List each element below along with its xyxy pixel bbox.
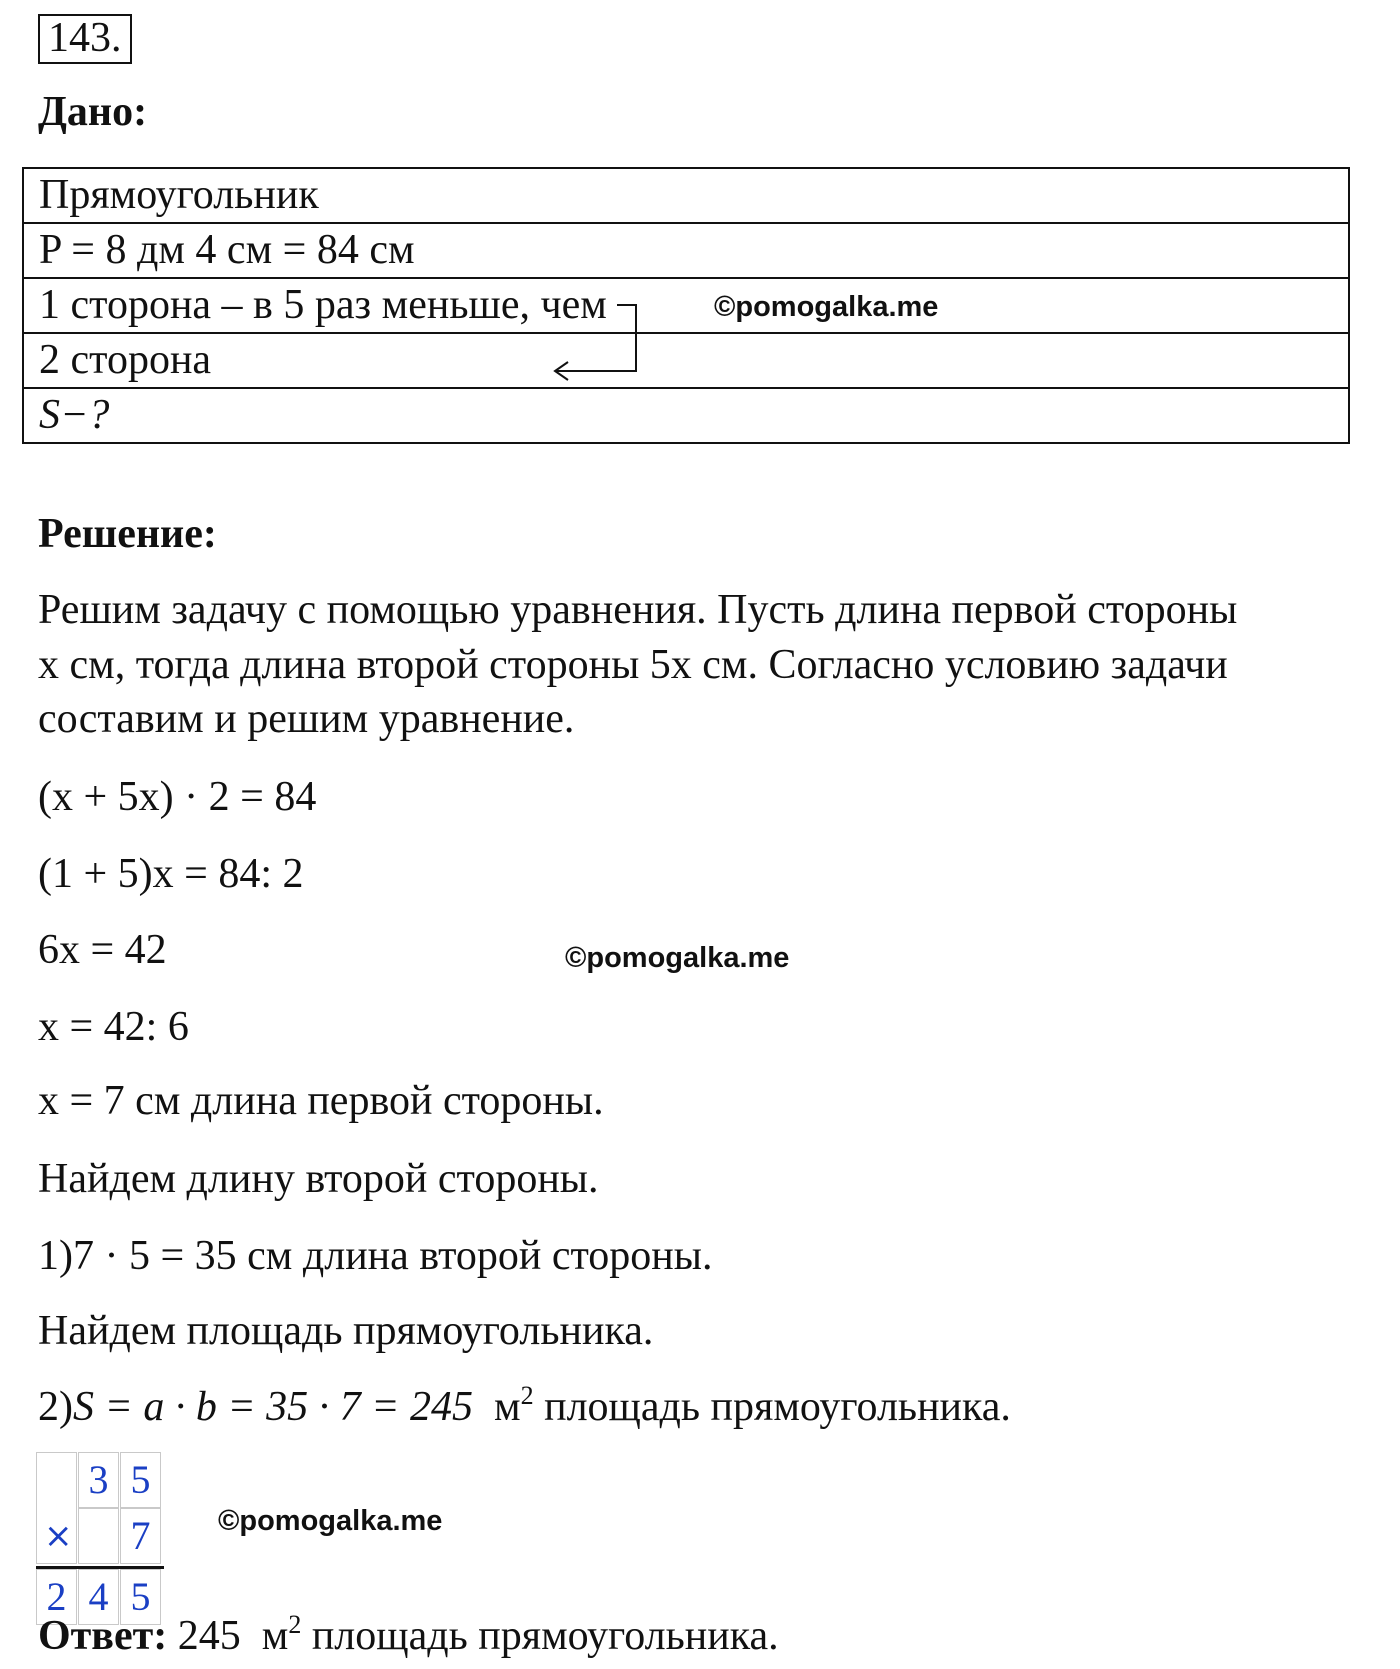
step2-unit: м — [494, 1384, 521, 1430]
digit-cell: 3 — [78, 1452, 119, 1508]
answer-unit: м — [261, 1613, 289, 1659]
given-row-text: 2 сторона — [39, 337, 212, 383]
digit-cell: 5 — [120, 1452, 161, 1508]
equation: x = 42: 6 — [38, 1004, 189, 1050]
step1-intro: Найдем длину второй стороны. — [38, 1156, 599, 1202]
watermark: ©pomogalka.me — [218, 1505, 443, 1537]
digit-cell: 4 — [78, 1569, 119, 1625]
given-row-text: 1 сторона – в 5 раз меньше, чем — [39, 282, 607, 328]
digit-cell: 2 — [36, 1569, 77, 1625]
equation: (1 + 5)x = 84: 2 — [38, 851, 304, 897]
given-row-text: S−? — [39, 392, 110, 438]
equation: x = 7 см длина первой стороны. — [38, 1078, 604, 1124]
intro-line: составим и решим уравнение. — [38, 696, 575, 742]
digit-cell — [78, 1508, 119, 1564]
digit-cell: 5 — [120, 1569, 161, 1625]
digit-cell: 7 — [120, 1508, 161, 1564]
answer-label: Ответ: — [38, 1613, 168, 1659]
given-heading: Дано: — [38, 89, 148, 135]
answer-value: 245 — [177, 1613, 241, 1659]
answer-suffix: площадь прямоугольника. — [311, 1613, 779, 1659]
multiply-sign-icon: × — [44, 1516, 73, 1556]
comparison-arrow-icon — [0, 0, 1400, 420]
answer — [38, 1612, 779, 1660]
intro-line: x см, тогда длина второй стороны 5x см. Согласно условию задачи — [38, 642, 1228, 688]
step2-prefix: 2) — [38, 1384, 73, 1430]
watermark: ©pomogalka.me — [565, 942, 790, 974]
step2 — [38, 1383, 1011, 1431]
given-row-text: Прямоугольник — [39, 172, 319, 218]
solution-heading: Решение: — [38, 511, 217, 557]
step1: 1)7 · 5 = 35 см длина второй стороны. — [38, 1233, 713, 1279]
answer-unit-exp: 2 — [288, 1610, 302, 1639]
watermark: ©pomogalka.me — [714, 291, 939, 323]
step2-formula: S = a · b = 35 · 7 = 245 — [73, 1384, 474, 1430]
step2-unit-exp: 2 — [520, 1381, 534, 1410]
equation: 6x = 42 — [38, 927, 167, 973]
intro-line: Решим задачу с помощью уравнения. Пусть длина первой стороны — [38, 587, 1238, 633]
step2-intro: Найдем площадь прямоугольника. — [38, 1308, 654, 1354]
step2-suffix: площадь прямоугольника. — [544, 1384, 1011, 1430]
equation: (x + 5x) · 2 = 84 — [38, 774, 317, 820]
problem-number: 143. — [38, 14, 132, 64]
given-row-text: P = 8 дм 4 см = 84 см — [39, 227, 415, 273]
